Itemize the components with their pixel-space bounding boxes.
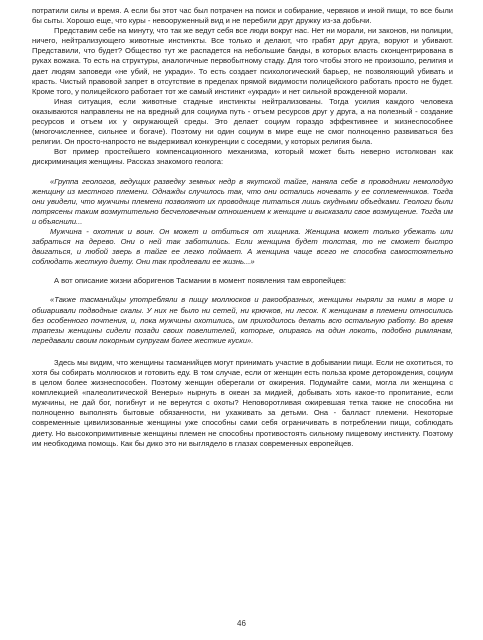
paragraph-instincts-neutralized: Иная ситуация, если животные стадные инстинкты нейтрализованы. Тогда усилия каждого человека оказываются направлены не на вредный для социума путь - отъем ресурсов друг у друга, а на полезный - создание ресурсов и отъем их у окружающей среды. Это делает социум гораздо эффективнее и жизнеспособнее (многочисленнее, сильнее и богаче). Поэтому ни один социум в мире еще не смог полноценно развиваться без религии. Он просто-напросто не выдерживал конкуренции с соседями, у которых религия была. [32, 96, 453, 147]
page-number: 46 [237, 619, 246, 628]
quote-geologists: «Группа геологов, ведущих разведку земных недр в якутской тайге, наняла себе в проводники немолодую женщину из местного племени. Однажды случилось так, что они остались ночевать у ее соплеменников. Тогда они увидели, что мужчины племени позволяют их проводнице питаться лишь скудными объедками. Геологи были потрясены таким возмутительно бесчеловечным отношением к женщине и высказали свое возмущение. Тогда им и объяснили... [32, 176, 453, 226]
paragraph-compensation-example: Вот пример простейшего компенсационного механизма, который может быть неверно истолкован как дискриминация женщины. Рассказ знакомого геолога: [32, 147, 453, 167]
paragraph-tasmania-intro: А вот описание жизни аборигенов Тасмании в момент появления там европейцев: [54, 276, 346, 286]
paragraph-continuation: потратили силы и время. А если бы этот час был потрачен на поиск и собирание, червяков и иной пищи, то все были бы сыты. Хорошо еще, что куры - невооруженный вид и не перебили друг дружку из-за добычи. [32, 6, 453, 26]
paragraph-conclusion: Здесь мы видим, что женщины тасманийцев могут принимать участие в добывании пищи. Если не охотиться, то хотя бы собирать моллюсков и готовить еду. В том случае, если от женщин есть польза кроме деторождения, социум в целом более жизнеспособен. Поэтому женщин оберегали от ожирения. Подумайте сами, могла ли женщина с комплекцией «палеолитической Венеры» нырнуть в океан за мидией, добывать хоть какое-то пропитание, если мужчины, не дай бог, погибнут и не вернутся с охоты? Неповоротливая ожиревшая тетка также не способна ни полноценно выполнять бытовые обязанности, ни ухаживать за детьми. Она - балласт племени. Некоторые современные цивилизованные женщины уже способны сами себя ограничивать в потреблении пищи, соблюдать диету. Но высокопримитивные женщины племен не способны противостоять сильному пищевому инстинкту. Поэтому им необходима помощь. Как бы дико это ни выглядело в глазах современных европейцев. [32, 357, 453, 448]
quote-tasmanians: «Также тасманийцы употребляли в пищу моллюсков и ракообразных, женщины ныряли за ними в море и обшаривали подводные скалы. У них не было ни сетей, ни крючков, ни лесок. К женщинам в племени относились без особенного почтения, и, пока мужчины охотились, им приходилось делать всю остальную работу. Во время трапезы женщины сидели позади своих повелителей, которые, опираясь на один локоть, подобно римлянам, передавали своим покорным супругам более жесткие куски». [32, 295, 453, 345]
paragraph-society-without-morals: Представим себе на минуту, что так же ведут себя все люди вокруг нас. Нет ни морали, ни законов, ни полиции, ничего, нейтрализующего животные инстинкты. Все только и делают, что грабят друг друга, воруют и убивают. Представили, что будет? Обществo тут же распадется на небольшие банды, в которых власть сконцентрирована в руках вожака. То есть на структуры, аналогичные первобытному стаду. Для того чтобы этого не произошло, религия и дает людям заповеди «не убий, не укради». То есть создает психологический барьер, не позволяющий убивать и красть. Чистый правовой запрет в отсутствие в пределах прямой видимости полицейского работать просто не будет. Кроме того, у полицейского работает тот же самый инстинкт «укради» и нет сильной врожденной морали. [32, 26, 453, 96]
quote-hunter-warrior: Мужчина - охотник и воин. Он может и отбиться от хищника. Женщина может только убежать или забраться на дерево. Они о ней так заботились. Если женщина будет толстая, то не сможет быстро двигаться, и любой зверь в тайге ее легко поймает. А женщина чаще всего не способна самостоятельно соблюдать жесткую диету. Они так продлевали ее жизнь...» [32, 226, 453, 267]
